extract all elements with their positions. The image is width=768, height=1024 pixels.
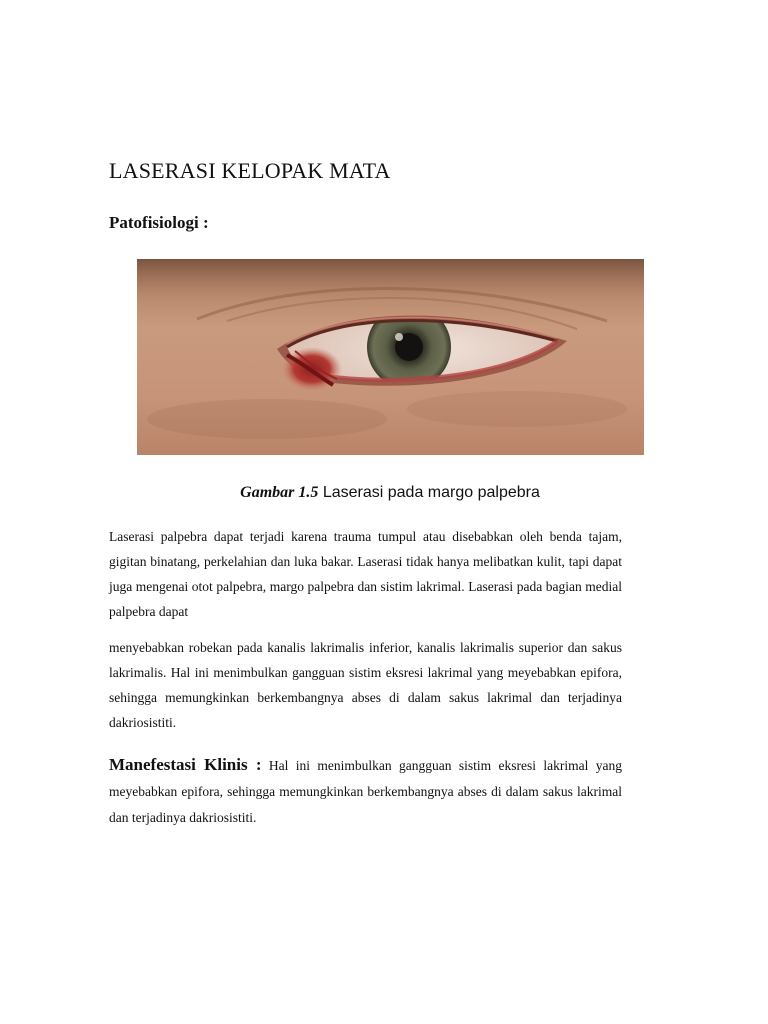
page-title: LASERASI KELOPAK MATA (109, 158, 391, 183)
section-heading-patofisiologi: Patofisiologi : (109, 213, 209, 232)
figure-caption-label: Gambar 1.5 (240, 484, 319, 501)
eye-laceration-photo (137, 259, 644, 455)
paragraph-1: Laserasi palpebra dapat terjadi karena trauma tumpul atau disebabkan oleh benda tajam, gigitan binatang, perkelahian dan luka bakar. Laserasi tidak hanya melibatkan kulit, tapi dapat juga mengenai otot palpebra, margo palpebra dan sistim lakrimal. Laserasi pada bagian medial palpebra dapat (109, 529, 622, 619)
clinical-heading: Manefestasi Klinis : (109, 755, 262, 774)
clinical-paragraph (109, 752, 622, 831)
figure-caption-text: Laserasi pada margo palpebra (322, 484, 540, 501)
clinical-text: Hal ini menimbulkan gangguan sistim eksresi lakrimal yang meyebabkan epifora, sehingga memungkinkan berkembangnya abses di dalam sakus lakrimal dan terjadinya dakriosistiti. (109, 758, 623, 825)
paragraph-2: menyebabkan robekan pada kanalis lakrimalis inferior, kanalis lakrimalis superior dan sakus lakrimalis. Hal ini menimbulkan gangguan sistim eksresi lakrimal yang meyebabkan epifora, sehingga memungkinkan berkembangnya abses di dalam sakus lakrimal dan terjadinya dakriosistiti. (109, 640, 622, 730)
figure-caption (0, 484, 768, 502)
